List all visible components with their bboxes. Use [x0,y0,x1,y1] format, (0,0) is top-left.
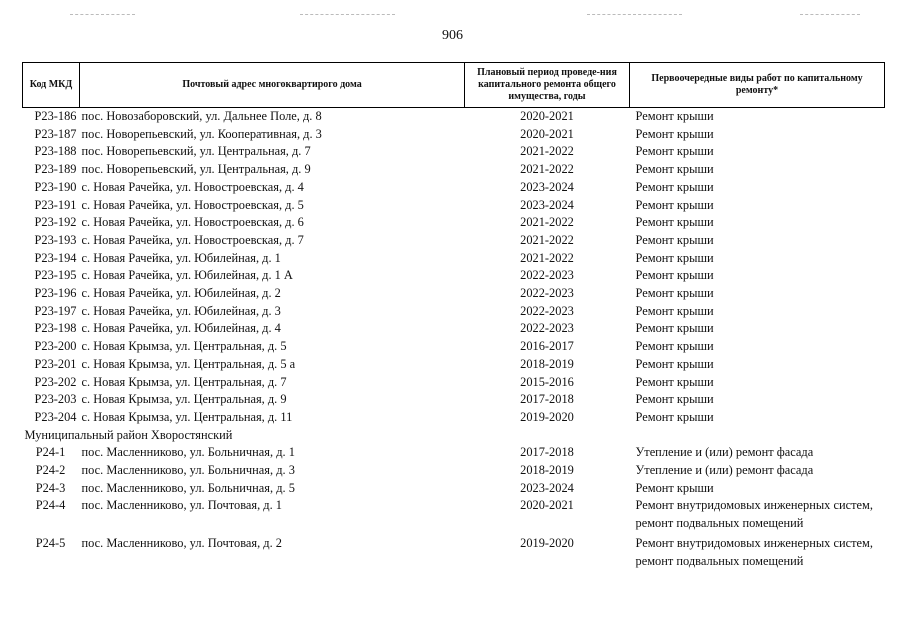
cell-code: P23-192 [34,215,77,230]
table-row [23,497,885,535]
cell-address: пос. Новозаборовский, ул. Дальнее Поле, д. 8 [81,109,322,123]
table-row [23,126,885,144]
district-row [23,427,885,445]
cell-code: P23-201 [34,356,77,371]
cell-address: с. Новая Крымза, ул. Центральная, д. 11 [81,409,293,424]
cell-period: 2020-2021 [520,126,574,141]
top-rule-right [800,14,860,15]
cell-code: P23-190 [34,179,77,194]
cell-code: P23-198 [34,321,77,336]
cell-address: с. Новая Крымза, ул. Центральная, д. 7 [81,374,287,389]
cell-work: Ремонт крыши [635,339,714,354]
cell-code: P23-188 [34,144,77,159]
cell-work: Ремонт крыши [635,268,714,283]
cell-address: с. Новая Рачейка, ул. Новостроевская, д. 5 [81,197,304,212]
header-address: Почтовый адрес многоквартирого дома [80,63,465,108]
cell-period: 2022-2023 [520,268,574,283]
cell-work: Утепление и (или) ремонт фасада [635,463,814,478]
cell-code: P23-189 [34,162,77,177]
cell-code: P24-1 [35,445,66,460]
cell-code: P23-203 [34,392,77,407]
cell-period: 2019-2020 [520,536,574,551]
cell-work: Ремонт крыши [635,232,714,247]
cell-work: Ремонт крыши [635,303,714,318]
cell-code: P23-204 [34,409,77,424]
cell-period: 2017-2018 [520,392,574,407]
cell-work: Ремонт крыши [635,392,714,407]
table-row [23,535,885,573]
cell-period: 2021-2022 [520,162,574,177]
cell-period: 2022-2023 [520,321,574,336]
cell-address: с. Новая Рачейка, ул. Юбилейная, д. 4 [81,321,281,336]
cell-period: 2019-2020 [520,409,574,424]
repair-table [22,62,885,573]
table-row [23,462,885,480]
cell-address: с. Новая Рачейка, ул. Новостроевская, д. 6 [81,215,304,230]
cell-work: Ремонт внутридомовых инженерных систем, ремонт подвальных помещений [635,498,873,530]
cell-work: Ремонт крыши [635,321,714,336]
cell-work: Ремонт крыши [635,144,714,159]
cell-work: Ремонт крыши [635,356,714,371]
cell-code: P24-2 [35,463,66,478]
table-row [23,161,885,179]
cell-work: Ремонт крыши [635,109,714,123]
table-row [23,480,885,498]
table-row [23,143,885,161]
table-row [23,338,885,356]
cell-work: Ремонт крыши [635,126,714,141]
cell-period: 2015-2016 [520,374,574,389]
cell-period: 2017-2018 [520,445,574,460]
cell-code: P23-187 [34,126,77,141]
cell-period: 2022-2023 [520,303,574,318]
cell-period: 2018-2019 [520,463,574,478]
cell-period: 2023-2024 [520,179,574,194]
cell-address: с. Новая Крымза, ул. Центральная, д. 5 а [81,356,296,371]
cell-address: с. Новая Рачейка, ул. Юбилейная, д. 1 [81,250,281,265]
table-header-row [23,63,885,108]
cell-address: с. Новая Рачейка, ул. Новостроевская, д. 4 [81,179,304,194]
cell-period: 2018-2019 [520,356,574,371]
cell-address: пос. Масленниково, ул. Больничная, д. 3 [81,463,295,478]
header-period: Плановый период проведе-ния капитального ремонта общего имущества, годы [465,63,630,108]
cell-period: 2021-2022 [520,232,574,247]
cell-code: P23-196 [34,286,77,301]
cell-period: 2023-2024 [520,197,574,212]
cell-period: 2020-2021 [520,498,574,513]
cell-code: P23-202 [34,374,77,389]
cell-code: P23-200 [34,339,77,354]
header-code: Код МКД [23,63,80,108]
table-row [23,285,885,303]
cell-period: 2021-2022 [520,144,574,159]
table-row [23,374,885,392]
cell-work: Ремонт крыши [635,250,714,265]
top-rule-mid [300,14,395,15]
cell-work: Ремонт крыши [635,162,714,177]
cell-code: P24-5 [35,536,66,551]
cell-period: 2016-2017 [520,339,574,354]
table-row [23,250,885,268]
cell-address: пос. Новорепьевский, ул. Центральная, д. 9 [81,162,311,177]
header-works: Первоочередные виды работ по капитальному ремонту* [630,63,885,108]
cell-work: Ремонт крыши [635,374,714,389]
cell-address: пос. Масленниково, ул. Почтовая, д. 2 [81,536,282,551]
cell-code: P23-197 [34,303,77,318]
cell-code: P24-4 [35,498,66,513]
cell-code: P23-195 [34,268,77,283]
cell-address: пос. Масленниково, ул. Почтовая, д. 1 [81,498,282,513]
top-rule-left [70,14,135,15]
cell-period: 2023-2024 [520,480,574,495]
cell-code: P23-194 [34,250,77,265]
cell-work: Ремонт внутридомовых инженерных систем, ремонт подвальных помещений [635,536,873,568]
cell-address: пос. Новорепьевский, ул. Кооперативная, д. 3 [81,126,322,141]
page-number: 906 [442,28,463,43]
cell-work: Ремонт крыши [635,409,714,424]
table-row [23,267,885,285]
cell-period: 2022-2023 [520,286,574,301]
cell-code: P23-191 [34,197,77,212]
table-row [23,214,885,232]
table-row [23,303,885,321]
table-row [23,356,885,374]
table-row [23,444,885,462]
cell-address: с. Новая Рачейка, ул. Юбилейная, д. 2 [81,286,281,301]
cell-address: с. Новая Рачейка, ул. Новостроевская, д. 7 [81,232,304,247]
cell-address: пос. Масленниково, ул. Больничная, д. 5 [81,480,295,495]
cell-address: с. Новая Рачейка, ул. Юбилейная, д. 1 А [81,268,293,283]
cell-period: 2021-2022 [520,250,574,265]
cell-code: P23-193 [34,232,77,247]
cell-code: P24-3 [35,480,66,495]
cell-work: Утепление и (или) ремонт фасада [635,445,814,460]
cell-work: Ремонт крыши [635,286,714,301]
cell-work: Ремонт крыши [635,179,714,194]
table-row [23,391,885,409]
district-heading: Муниципальный район Хворостянский [24,427,233,442]
cell-work: Ремонт крыши [635,215,714,230]
cell-work: Ремонт крыши [635,480,714,495]
cell-address: пос. Масленниково, ул. Больничная, д. 1 [81,445,295,460]
table-row [23,320,885,338]
table-row [23,108,885,126]
cell-code: P23-186 [34,109,77,123]
cell-period: 2021-2022 [520,215,574,230]
cell-period: 2020-2021 [520,109,574,123]
table-row [23,232,885,250]
cell-address: с. Новая Крымза, ул. Центральная, д. 5 [81,339,287,354]
table-row [23,197,885,215]
cell-address: пос. Новорепьевский, ул. Центральная, д. 7 [81,144,311,159]
cell-work: Ремонт крыши [635,197,714,212]
cell-address: с. Новая Крымза, ул. Центральная, д. 9 [81,392,287,407]
top-rule-mid2 [587,14,682,15]
table-row [23,409,885,427]
cell-address: с. Новая Рачейка, ул. Юбилейная, д. 3 [81,303,281,318]
table-row [23,179,885,197]
